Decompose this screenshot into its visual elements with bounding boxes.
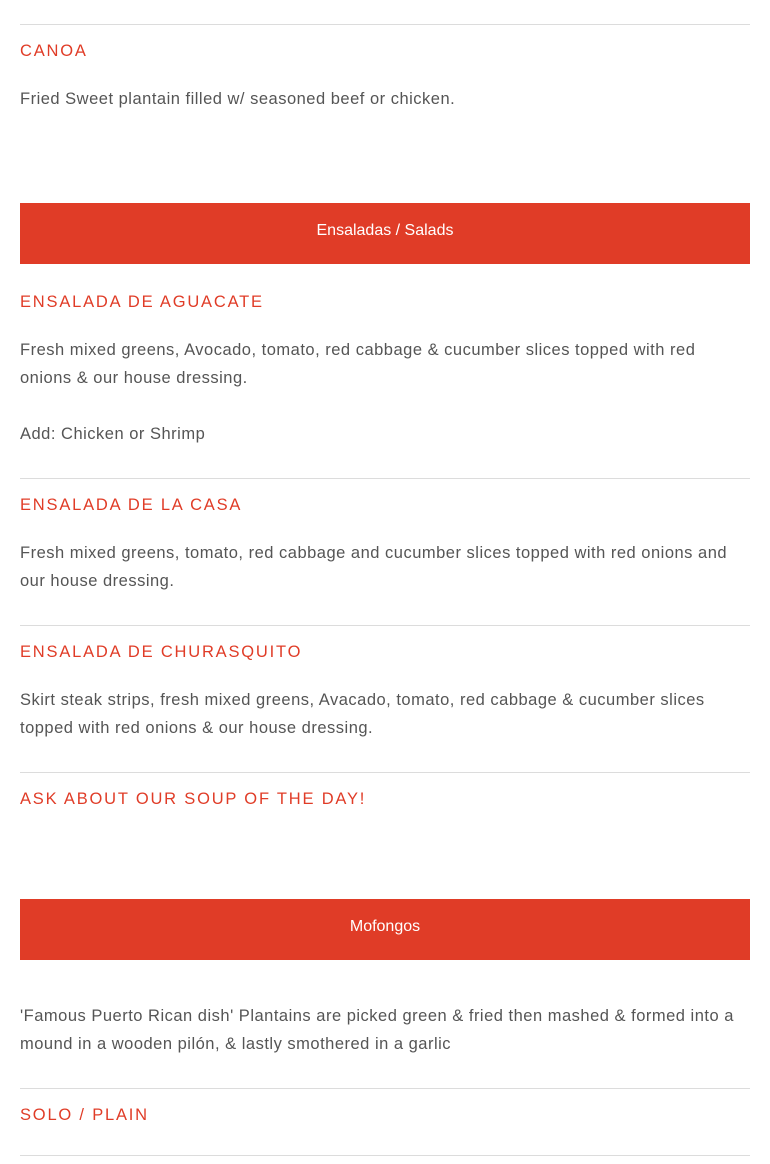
item-title-ensalada-aguacate: ENSALADA DE AGUACATE <box>20 293 264 311</box>
section-heading-salads: Ensaladas / Salads <box>20 203 750 264</box>
item-title-ensalada-churasquito: ENSALADA DE CHURASQUITO <box>20 643 303 661</box>
item-desc-canoa: Fried Sweet plantain filled w/ seasoned beef or chicken. <box>20 90 456 108</box>
item-desc-ensalada-churasquito: Skirt steak strips, fresh mixed greens, Avacado, tomato, red cabbage & cucumber slices topped with red onions & our house dressing. <box>20 691 705 737</box>
item-title-ensalada-casa: ENSALADA DE LA CASA <box>20 496 243 514</box>
item-extra-ensalada-aguacate: Add: Chicken or Shrimp <box>20 425 206 443</box>
divider <box>20 625 750 626</box>
item-title-soup-of-day: ASK ABOUT OUR SOUP OF THE DAY! <box>20 790 367 808</box>
divider <box>20 478 750 479</box>
section-intro-mofongos: 'Famous Puerto Rican dish' Plantains are picked green & fried then mashed & formed into a mound in a wooden pilón, & lastly smothered in a garlic <box>20 1007 734 1053</box>
item-desc-ensalada-aguacate: Fresh mixed greens, Avocado, tomato, red cabbage & cucumber slices topped with red onions & our house dressing. <box>20 341 696 387</box>
item-title-canoa: CANOA <box>20 42 88 60</box>
item-title-solo-plain: SOLO / PLAIN <box>20 1106 149 1124</box>
divider <box>20 1088 750 1089</box>
item-desc-ensalada-casa: Fresh mixed greens, tomato, red cabbage and cucumber slices topped with red onions and our house dressing. <box>20 544 728 590</box>
divider <box>20 1155 750 1156</box>
section-heading-mofongos: Mofongos <box>20 899 750 960</box>
divider <box>20 772 750 773</box>
divider <box>20 24 750 25</box>
